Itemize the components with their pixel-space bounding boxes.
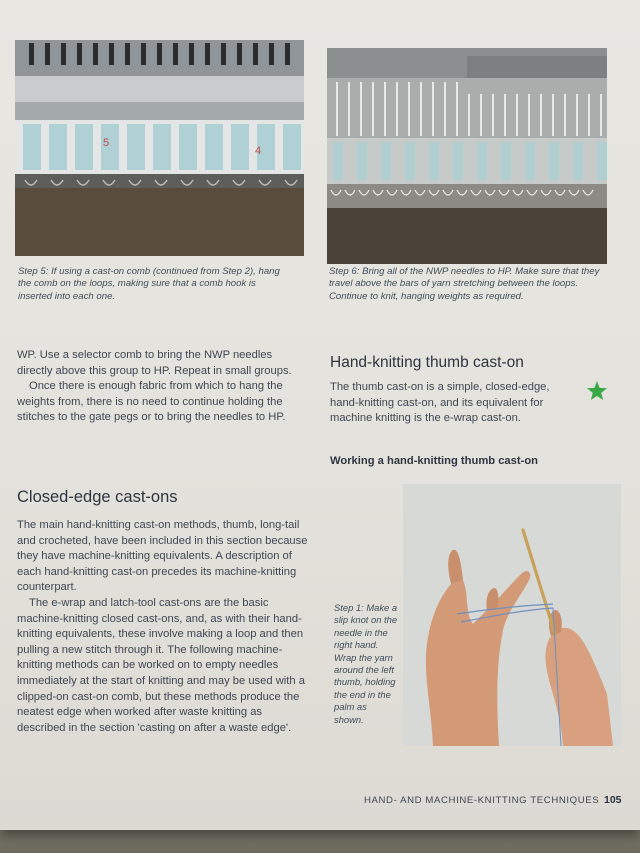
page-number: 105 xyxy=(604,794,622,806)
star-icon xyxy=(586,380,608,402)
paragraph-main-methods: The main hand-knitting cast-on methods, thumb, long-tail and crocheted, have been included in this section because they have machine-knitting equivalents. A description of each hand-knitting cast-on precedes its machine-knitting counterpart. xyxy=(17,519,308,594)
hands-thumb-cast-on-photo xyxy=(403,484,621,746)
thumb-cast-on-intro: The thumb cast-on is a simple, closed-edge, hand-knitting cast-on, and its equivalent for machine knitting is the e-wrap cast-on. xyxy=(330,381,550,425)
paragraph-wp: WP. Use a selector comb to bring the NWP needles directly above this group to HP. Repeat in small groups. xyxy=(17,349,292,377)
caption-step-1: Step 1: Make a slip knot on the needle in the right hand. Wrap the yarn around the left thumb, holding the end in the palm as shown. xyxy=(334,602,398,725)
left-column-main-text xyxy=(17,518,311,736)
heading-closed-edge-cast-ons: Closed-edge cast-ons xyxy=(17,488,178,506)
heading-thumb-cast-on: Hand-knitting thumb cast-on xyxy=(330,354,524,371)
left-column-top-text xyxy=(17,348,309,426)
svg-text:4: 4 xyxy=(255,145,262,157)
subheading-working-thumb-cast-on: Working a hand-knitting thumb cast-on xyxy=(330,455,538,467)
knitting-machine-comb-photo xyxy=(15,40,304,256)
paragraph-e-wrap: The e-wrap and latch-tool cast-ons are the basic machine-knitting closed cast-ons, and, as with their hand-knitting equivalents, these involve making a loop and then pulling a new stitch through it. The following machine-knitting methods can be worked on to empty needles immediately at the start of knitting and may be used with a clipped-on cast-on comb, but these methods produce the neatest edge when worked after waste knitting as described in the section 'casting on after a waste edge'. xyxy=(17,596,305,734)
knitting-machine-needles-photo xyxy=(327,48,607,264)
paragraph-weights: Once there is enough fabric from which to hang the weights from, there is no need to continue holding the stitches to the gate pegs or to bring the needles to HP. xyxy=(17,380,286,424)
caption-step-5: Step 5: If using a cast-on comb (continued from Step 2), hang the comb on the loops, making sure that a comb hook is inserted into each one. xyxy=(18,266,280,302)
running-footer: HAND- AND MACHINE-KNITTING TECHNIQUES xyxy=(364,795,600,806)
svg-text:5: 5 xyxy=(103,137,110,149)
caption-step-6: Step 6: Bring all of the NWP needles to HP. Make sure that they travel above the bars of yarn stretching between the loops. Continue to knit, hanging weights as required. xyxy=(329,266,600,302)
